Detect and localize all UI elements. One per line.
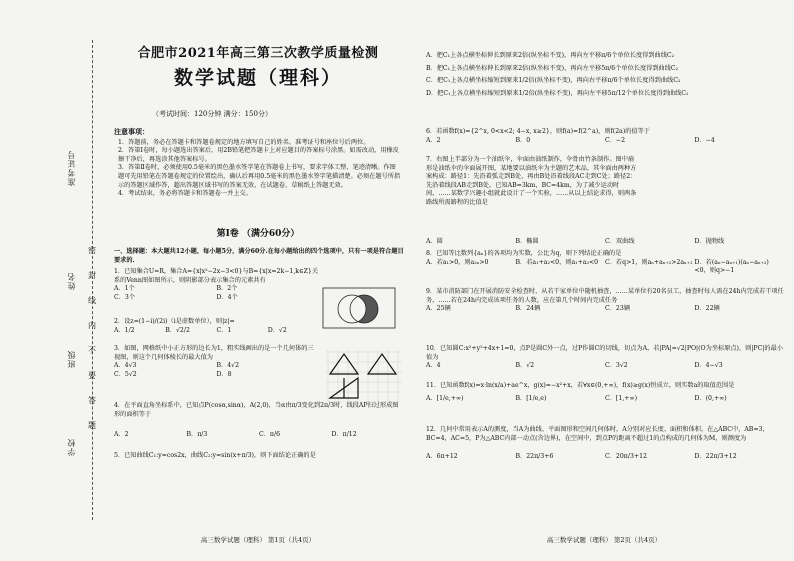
option: C．20π/3+12 [605,453,647,461]
question-7-options [426,238,784,247]
option: B．22π/3+6 [515,453,554,461]
note-item: 1．答题前，务必在答题卡和答题卷规定的地方填写自己的姓名、准考证号和座位号后两位。 [118,138,370,146]
option: B．√2/2 [165,326,190,334]
note-item: 2．答第Ⅰ卷时，每小题选出答案后，用2B铅笔把答题卡上对应题目的答案标号涂黑。如需改动，用橡皮擦干净后，再选涂其他答案标号。 [118,147,399,163]
page-footer: 高三数学试题（理科） 第2页（共4页） [546,536,662,544]
binding-strip [0,0,108,561]
seal-char: 答 [88,396,96,405]
note-item: 4．考试结束，务必将答题卡和答题卷一并上交。 [118,190,252,198]
option: A．25辆 [426,305,451,313]
option: A．把C₁上各点横坐标伸长到原来2倍(纵坐标不变)，再向左平移π/6个单位长度得到曲线C₂ [426,52,675,59]
option: C．23辆 [605,305,630,313]
option: A．[1/e,+∞) [426,394,464,402]
question-1 [114,268,319,302]
question-5-options [426,52,784,98]
option: B．√2 [515,362,535,370]
seal-char: 线 [88,296,96,305]
option: A．4 [426,362,441,370]
option: A．2 [114,431,129,439]
question-text: 1．已知集合U=R，集合A={x|x²−2x−3<0}与B={x|x=2k−1,k∈Z}关系的Venn图如图所示，则阴影部分表示集合的元素共有 [114,268,319,284]
option: C．−2 [605,136,626,144]
option: B．若a₁+a₂<0，则a₁+a₃<0 [515,258,599,266]
school-label: 学校 [67,438,76,456]
option: B．椭圆 [515,238,539,245]
question-text: 9．某市消防部门在开展消防安全检查时，从若干家单位中随机抽查，……某单位有20名员工，抽查时每人需在24h内完成若干项任务，……若在24h内完成该项任务的人数，应在第几个时间内完成任务 [426,288,784,304]
option: D．4个 [216,293,238,301]
option: D．若(aₙ−aₙ₊₁)(aₙ−aₙ₊₂)<0，则q>−1 [694,258,769,275]
question-text: 2．设z=(1−i)/(2i)（i是虚数单位），则|z|= [114,318,235,325]
question-12 [426,426,784,462]
notes-title: 注意事项： [114,127,149,136]
option: C．5√2 [114,370,137,378]
question-3 [114,345,319,379]
question-2 [114,318,319,335]
seal-char: 密 [88,246,96,255]
option: B．[1/e,e) [515,394,547,402]
option: C．3√2 [605,362,628,370]
option: B．0 [515,136,531,144]
option: A．6π+12 [426,453,458,461]
option: B．π/3 [186,431,208,439]
notes [114,128,402,199]
question-text: 10．已知圆C:x²+y²+4x+1=0，点P是圆C外一点，过P作圆C的切线，切点为A，若|PA|=√2|PO|(O为坐标原点)，则|PC|的最小值为 [426,345,783,361]
exam-title: 合肥市2021年高三第三次教学质量检测 [137,46,379,61]
subject-title: 数学试题（理科） [173,67,342,89]
seal-char: 封 [88,271,96,280]
option: A．若a₁>0，则a₂ₙ>0 [426,258,489,266]
option: B．24辆 [515,305,541,313]
instructions [114,248,404,265]
question-text: 6．若函数f(x)={2^x, 0<x<2; 4−x, x≥2}，则f(a)=f(2^a)，则f(2a)的值等于 [426,128,650,135]
option: A．圆 [426,238,443,245]
question-text: 5．已知曲线C₁:y=cos2x，曲线C₂:y=sin(x+π/3)，则下面结论正确的是 [114,452,316,459]
class-label: 班级 [67,350,76,368]
seal-char: 题 [88,421,96,430]
question-10 [426,345,784,371]
option: C．若q>1，则aₙ+aₙ₊₂>2aₙ₊₁ [605,258,693,266]
question-7 [426,156,640,208]
option: C．3个 [114,293,136,301]
question-6 [426,128,784,145]
question-text: 3．如图，网格纸中小正方形的边长为1，粗实线画出的是一个几何体的三视图，则这个几何体棱长的最大值为 [114,345,314,361]
option: A．2 [426,136,441,144]
option: C．双曲线 [605,238,635,245]
question-text: 11．已知函数f(x)=x·ln(x/a)+ae^x，g(x)=−x²+x，若∀x∈(0,+∞)，f(x)≥g(x)恒成立，则实数a的取值范围是 [426,382,735,389]
seal-char: 不 [88,346,96,355]
option: D．把C₁上各点横坐标缩短到原来1/2倍(纵坐标不变)，再向左平移5π/12个单位长度得到曲线C₂ [426,89,689,97]
option: C．把C₁上各点横坐标缩短到原来1/2倍(纵坐标不变)，再向右平移π/6个单位长度得到曲线C₂ [426,77,681,85]
seal-char: 内 [88,321,96,330]
question-text: 8．已知等比数列{aₙ}的各项均为实数，公比为q，则下列结论正确的是 [426,250,622,257]
question-9 [426,288,784,314]
question-5 [114,452,404,461]
question-text: 4．在平面直角坐标系中，已知点P(cosα,sinα)，A(2,0)，当α由π/3变化到2π/3时，线段AP扫过形成图形的面积等于 [114,402,399,418]
question-text: 7．右图上半部分为一个油纸伞，伞面由油纸制作，伞骨由竹条制作。图中扇形是油纸伞的伞面展开图，某地要以油纸伞为主题的艺术品，其伞面由两种方案构成：路径1：先沿着弧走到B处，再由B处沿着线段AC走到C处；路径2：先沿着线段AB走到B处。已知AB=3km，BC=4km，为了减少运动时间，……某数学兴趣小组就此设计了一个实验，……从以上结论求得，则两条路线所需路程的比值是 [426,156,637,206]
option: D．抛物线 [694,238,725,245]
option: C．π/6 [259,431,281,439]
venn-diagram [322,287,396,329]
question-8 [426,250,784,276]
option: D．√2 [267,326,287,334]
exam-number-label: 准考证号 [67,150,76,186]
page-footer: 高三数学试题（理科） 第1页（共4页） [200,536,316,544]
option: D．4−√3 [694,362,723,370]
exam-meta: （考试时间：120分钟 满分：150分） [152,110,272,118]
three-view-figure [326,350,402,402]
option: C．[1,+∞) [605,394,637,402]
section-title: 第Ⅰ卷 （满分60分） [216,229,300,239]
option: D．8 [216,370,232,378]
question-text: 12．几何中常用表示A的测度，当A为曲线、平面图形和空间几何体时，A分别对应长度、面积和体积。在△ABC中，AB=3，BC=4，AC=5，P为△ABC内部一动点(含边界)，在空间中，到点P的距离不超过1的点构成的几何体为M，则测度为 [426,426,769,442]
option: D．22π/3+12 [694,453,737,461]
note-item: 3．答第Ⅱ卷时，必须使用0.5毫米的黑色墨水签字笔在答题卷上书写，要求字体工整、笔迹清晰。作图题可先用铅笔在答题卷规定的位置绘出，确认后再用0.5毫米的黑色墨水签字笔描清楚。必须在题号所指示的答题区域作答，超出答题区域书写的答案无效，在试题卷、草稿纸上答题无效。 [118,164,401,189]
option: D．22辆 [694,305,720,313]
option: D．π/12 [331,431,357,439]
option: A．1个 [114,285,135,293]
question-4 [114,402,404,440]
option: C．1 [216,326,232,334]
name-label: 姓名 [67,272,76,290]
instruction-text: 一、选择题：本大题共12小题，每小题5分，满分60分.在每小题给出的四个选项中，只有一项是符合题目要求的. [114,248,404,264]
seal-char: 要 [88,371,96,380]
option: D．(0,+∞) [694,394,727,402]
option: A．4√3 [114,362,137,370]
option: B．4√2 [216,362,240,370]
option: B．把C₁上各点横坐标伸长到原来2倍(纵坐标不变)，再向左平移5π/6个单位长度得到曲线C₂ [426,64,679,72]
option: D．−4 [694,136,715,144]
question-11 [426,382,784,403]
option: A．1/2 [114,326,135,334]
option: B．2个 [216,285,238,293]
